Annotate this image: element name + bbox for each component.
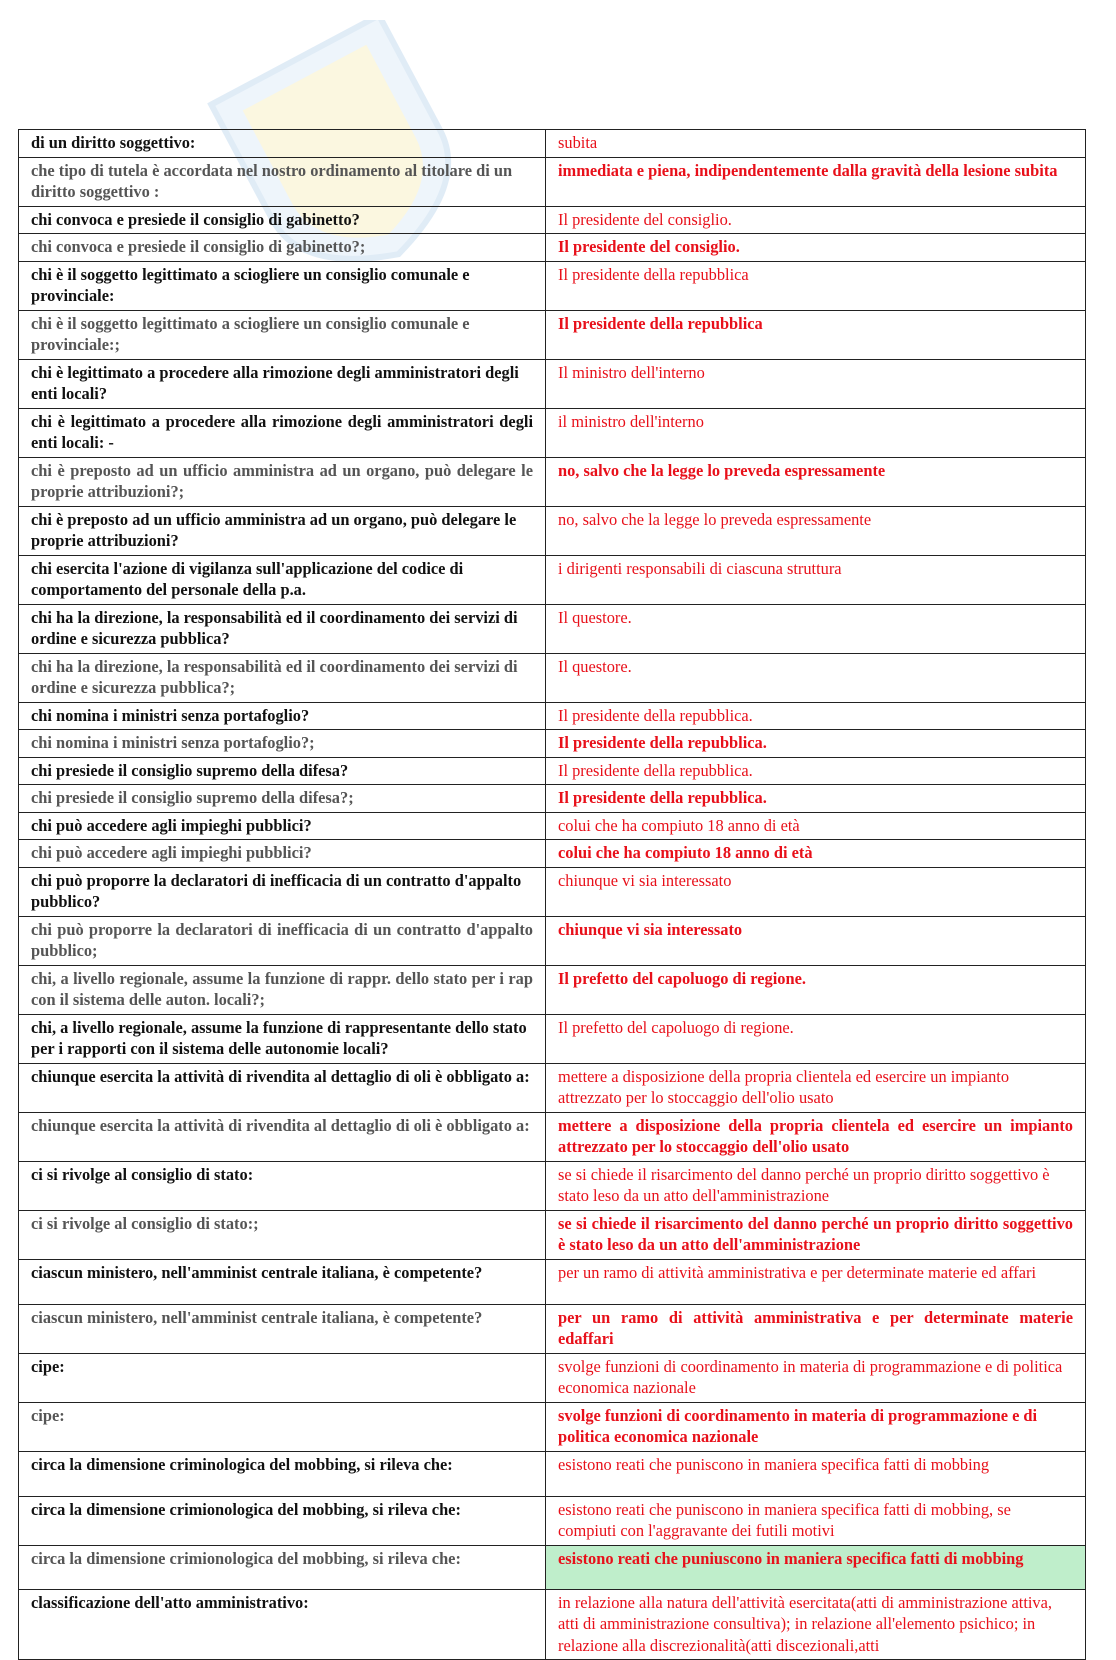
- question-cell: chi ha la direzione, la responsabilità ed il coordinamento dei servizi di ordine e sicurezza pubblica?: [19, 604, 546, 653]
- answer-cell: no, salvo che la legge lo preveda espressamente: [546, 506, 1086, 555]
- question-cell: cipe:: [19, 1353, 546, 1402]
- question-cell: chi è preposto ad un ufficio amministra ad un organo, può delegare le proprie attribuzioni?: [19, 506, 546, 555]
- table-row: [19, 157, 1086, 206]
- question-cell: chi convoca e presiede il consiglio di gabinetto?;: [19, 234, 546, 262]
- table-row: [19, 604, 1086, 653]
- question-cell: classificazione dell'atto amministrativo:: [19, 1589, 546, 1660]
- table-row: [19, 1589, 1086, 1660]
- table-row: [19, 1210, 1086, 1259]
- table-row: [19, 506, 1086, 555]
- answer-cell: Il presidente della repubblica: [546, 310, 1086, 359]
- table-row: [19, 840, 1086, 868]
- answer-cell: se si chiede il risarcimento del danno perché un proprio diritto soggettivo è stato leso da un atto dell'amministrazione: [546, 1210, 1086, 1259]
- question-cell: chi è legittimato a procedere alla rimozione degli amministratori degli enti locali?: [19, 359, 546, 408]
- answer-cell: il ministro dell'interno: [546, 408, 1086, 457]
- table-row: [19, 702, 1086, 730]
- question-cell: chi presiede il consiglio supremo della difesa?;: [19, 785, 546, 813]
- table-row: [19, 1545, 1086, 1589]
- table-row: [19, 261, 1086, 310]
- question-cell: circa la dimensione criminologica del mobbing, si rileva che:: [19, 1451, 546, 1496]
- table-row: [19, 965, 1086, 1014]
- question-cell: chi presiede il consiglio supremo della difesa?: [19, 757, 546, 785]
- table-row: [19, 1353, 1086, 1402]
- question-cell: chi è il soggetto legittimato a sciogliere un consiglio comunale e provinciale:: [19, 261, 546, 310]
- answer-cell: Il presidente della repubblica.: [546, 730, 1086, 758]
- question-cell: chi esercita l'azione di vigilanza sull'applicazione del codice di comportamento del personale della p.a.: [19, 555, 546, 604]
- answer-cell: mettere a disposizione della propria clientela ed esercire un impianto attrezzato per lo stoccaggio dell'olio usato: [546, 1112, 1086, 1161]
- answer-cell: Il presidente del consiglio.: [546, 206, 1086, 234]
- answer-cell: esistono reati che puniscono in maniera specifica fatti di mobbing, se compiuti con l'aggravante dei futili motivi: [546, 1496, 1086, 1545]
- question-cell: ciascun ministero, nell'amminist centrale italiana, è competente?: [19, 1259, 546, 1304]
- table-row: [19, 359, 1086, 408]
- question-cell: ci si rivolge al consiglio di stato:: [19, 1161, 546, 1210]
- table-row: [19, 653, 1086, 702]
- table-row: [19, 785, 1086, 813]
- answer-cell: Il ministro dell'interno: [546, 359, 1086, 408]
- table-row: [19, 1402, 1086, 1451]
- table-row: [19, 1496, 1086, 1545]
- answer-cell: chiunque vi sia interessato: [546, 867, 1086, 916]
- question-cell: chi può accedere agli impieghi pubblici?: [19, 812, 546, 840]
- table-row: [19, 1112, 1086, 1161]
- table-row: [19, 916, 1086, 965]
- table-row: [19, 1304, 1086, 1353]
- question-cell: chi è legittimato a procedere alla rimozione degli amministratori degli enti locali: -: [19, 408, 546, 457]
- question-cell: di un diritto soggettivo:: [19, 130, 546, 158]
- question-cell: chi è preposto ad un ufficio amministra ad un organo, può delegare le proprie attribuzioni?;: [19, 457, 546, 506]
- answer-cell: svolge funzioni di coordinamento in materia di programmazione e di politica economica nazionale: [546, 1402, 1086, 1451]
- table-row: [19, 757, 1086, 785]
- answer-cell: Il questore.: [546, 653, 1086, 702]
- question-cell: chi nomina i ministri senza portafoglio?;: [19, 730, 546, 758]
- table-row: [19, 1259, 1086, 1304]
- answer-cell: Il presidente del consiglio.: [546, 234, 1086, 262]
- answer-cell-highlighted: esistono reati che puniuscono in maniera specifica fatti di mobbing: [546, 1545, 1086, 1589]
- table-row: [19, 408, 1086, 457]
- question-cell: chi convoca e presiede il consiglio di gabinetto?: [19, 206, 546, 234]
- answer-cell: Il questore.: [546, 604, 1086, 653]
- table-row: [19, 457, 1086, 506]
- answer-cell: Il presidente della repubblica.: [546, 785, 1086, 813]
- answer-cell: immediata e piena, indipendentemente dalla gravità della lesione subita: [546, 157, 1086, 206]
- question-cell: chi può proporre la declaratori di inefficacia di un contratto d'appalto pubblico?: [19, 867, 546, 916]
- answer-cell: Il presidente della repubblica.: [546, 757, 1086, 785]
- table-row: [19, 1161, 1086, 1210]
- question-cell: cipe:: [19, 1402, 546, 1451]
- answer-cell: per un ramo di attività amministrativa e per determinate materie edaffari: [546, 1304, 1086, 1353]
- qa-table: [18, 129, 1086, 1660]
- answer-cell: esistono reati che puniscono in maniera specifica fatti di mobbing: [546, 1451, 1086, 1496]
- question-cell: chiunque esercita la attività di rivendita al dettaglio di oli è obbligato a:: [19, 1063, 546, 1112]
- table-row: [19, 310, 1086, 359]
- answer-cell: colui che ha compiuto 18 anno di età: [546, 840, 1086, 868]
- answer-cell: Il prefetto del capoluogo di regione.: [546, 965, 1086, 1014]
- question-cell: circa la dimensione crimionologica del mobbing, si rileva che:: [19, 1496, 546, 1545]
- question-cell: chi può accedere agli impieghi pubblici?: [19, 840, 546, 868]
- answer-cell: colui che ha compiuto 18 anno di età: [546, 812, 1086, 840]
- answer-cell: in relazione alla natura dell'attività esercitata(atti di amministrazione attiva, atti di amministrazione consultiva); in relazione all'elemento psichico; in relazione alla discrezionalità(atti discezionali,atti: [546, 1589, 1086, 1660]
- answer-cell: Il prefetto del capoluogo di regione.: [546, 1014, 1086, 1063]
- answer-cell: mettere a disposizione della propria clientela ed esercire un impianto attrezzato per lo stoccaggio dell'olio usato: [546, 1063, 1086, 1112]
- table-row: [19, 206, 1086, 234]
- question-cell: chi ha la direzione, la responsabilità ed il coordinamento dei servizi di ordine e sicurezza pubblica?;: [19, 653, 546, 702]
- table-row: [19, 812, 1086, 840]
- question-cell: circa la dimensione crimionologica del mobbing, si rileva che:: [19, 1545, 546, 1589]
- question-cell: chiunque esercita la attività di rivendita al dettaglio di oli è obbligato a:: [19, 1112, 546, 1161]
- question-cell: ciascun ministero, nell'amminist centrale italiana, è competente?: [19, 1304, 546, 1353]
- answer-cell: se si chiede il risarcimento del danno perché un proprio diritto soggettivo è stato leso da un atto dell'amministrazione: [546, 1161, 1086, 1210]
- table-row: [19, 730, 1086, 758]
- table-row: [19, 867, 1086, 916]
- answer-cell: Il presidente della repubblica.: [546, 702, 1086, 730]
- table-row: [19, 130, 1086, 158]
- answer-cell: chiunque vi sia interessato: [546, 916, 1086, 965]
- table-row: [19, 1063, 1086, 1112]
- answer-cell: i dirigenti responsabili di ciascuna struttura: [546, 555, 1086, 604]
- table-row: [19, 555, 1086, 604]
- answer-cell: no, salvo che la legge lo preveda espressamente: [546, 457, 1086, 506]
- question-cell: chi è il soggetto legittimato a sciogliere un consiglio comunale e provinciale:;: [19, 310, 546, 359]
- table-row: [19, 234, 1086, 262]
- question-cell: che tipo di tutela è accordata nel nostro ordinamento al titolare di un diritto soggettivo :: [19, 157, 546, 206]
- question-cell: chi nomina i ministri senza portafoglio?: [19, 702, 546, 730]
- answer-cell: svolge funzioni di coordinamento in materia di programmazione e di politica economica nazionale: [546, 1353, 1086, 1402]
- table-row: [19, 1014, 1086, 1063]
- table-row: [19, 1451, 1086, 1496]
- answer-cell: Il presidente della repubblica: [546, 261, 1086, 310]
- question-cell: chi può proporre la declaratori di inefficacia di un contratto d'appalto pubblico;: [19, 916, 546, 965]
- answer-cell: per un ramo di attività amministrativa e per determinate materie ed affari: [546, 1259, 1086, 1304]
- question-cell: chi, a livello regionale, assume la funzione di rappr. dello stato per i rap con il sistema delle auton. locali?;: [19, 965, 546, 1014]
- answer-cell: subita: [546, 130, 1086, 158]
- question-cell: chi, a livello regionale, assume la funzione di rappresentante dello stato per i rapporti con il sistema delle autonomie locali?: [19, 1014, 546, 1063]
- question-cell: ci si rivolge al consiglio di stato:;: [19, 1210, 546, 1259]
